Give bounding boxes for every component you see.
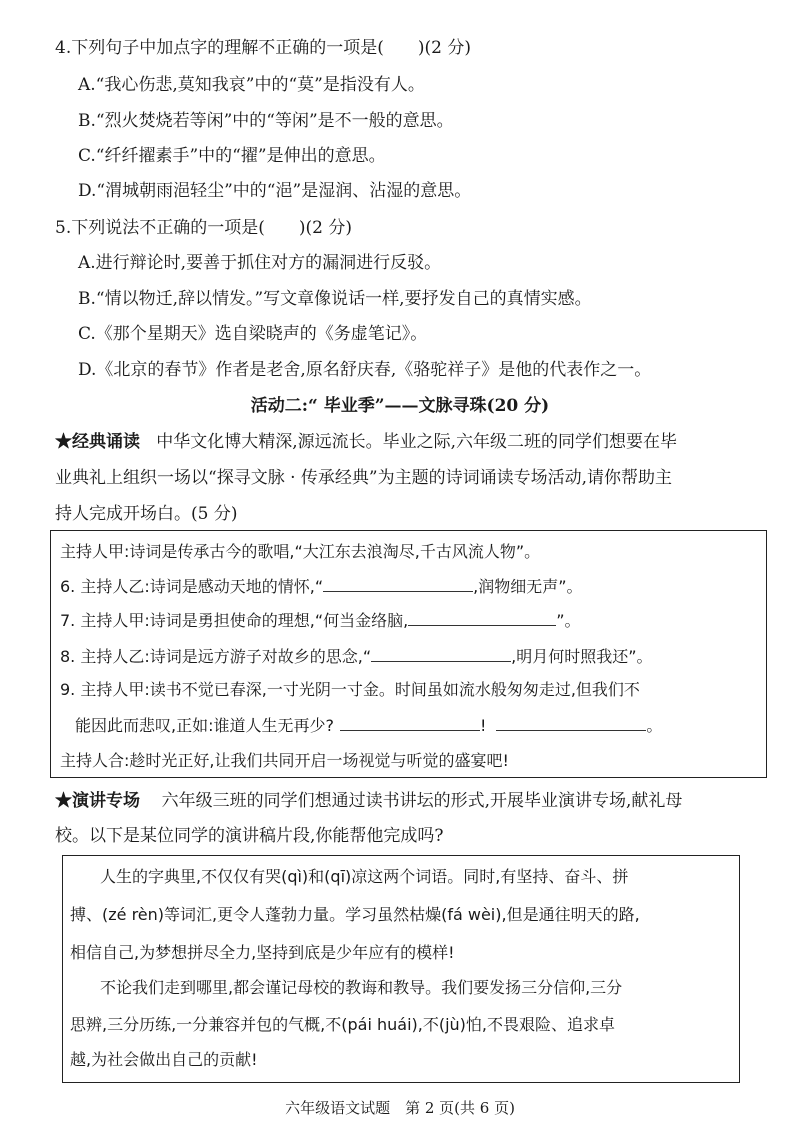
speech-line-2: 搏、(zé rèn)等词汇,更令人蓬勃力量。学习虽然枯燥(fá wèi),但是通往明天的路, [70,905,640,924]
speech-line-6: 越,为社会做出自己的贡献! [70,1050,258,1069]
speech-intro-line-2: 校。以下是某位同学的演讲稿片段,你能帮他完成吗? [55,826,444,846]
host-line-6 [60,575,583,598]
question-5-option-c: C.《那个星期天》选自梁晓声的《务虚笔记》。 [78,324,428,344]
question-4-option-a: A.“我心伤悲,莫知我哀”中的“莫”是指没有人。 [78,75,425,95]
answer-blank-9b[interactable] [496,714,646,731]
host-line-9-text-b: ! [479,716,487,735]
classic-reading-line-2: 业典礼上组织一场以“探寻文脉 · 传承经典”为主题的诗词诵读专场活动,请你帮助主 [55,468,672,488]
host-line-9-cont [75,714,662,737]
host-line-7-text-b: ”。 [556,611,581,630]
speech-intro-text-1: 六年级三班的同学们想通过读书讲坛的形式,开展毕业演讲专场,献礼母 [161,791,683,811]
speech-intro-line-1 [55,790,682,812]
host-line-7 [60,609,581,632]
question-5-option-d: D.《北京的春节》作者是老舍,原名舒庆春,《骆驼祥子》是他的代表作之一。 [78,360,652,380]
classic-reading-text-1: 中华文化博大精深,源远流长。毕业之际,六年级二班的同学们想要在毕 [156,432,678,452]
question-4-stem: 4.下列句子中加点字的理解不正确的一项是( )(2 分) [55,38,471,58]
answer-blank-7[interactable] [408,609,556,626]
answer-blank-9a[interactable] [340,714,480,731]
classic-reading-label: ★经典诵读 [55,432,140,452]
question-5-option-b: B.“情以物迁,辞以情发。”写文章像说话一样,要抒发自己的真情实感。 [78,289,592,309]
activity-2-title: 活动二:“ 毕业季”——文脉寻珠(20 分) [250,396,550,416]
question-5-stem: 5.下列说法不正确的一项是( )(2 分) [55,218,352,238]
page-footer: 六年级语文试题 第 2 页(共 6 页) [285,1099,515,1117]
speech-line-5: 思辨,三分历练,一分兼容并包的气概,不(pái huái),不(jù)怕,不畏艰险、追求卓 [70,1015,616,1034]
host-line-6-text-b: ,润物细无声”。 [473,577,583,596]
host-line-9: 9. 主持人甲:读书不觉已春深,一寸光阴一寸金。时间虽如流水般匆匆走过,但我们不 [60,680,640,699]
host-line-7-text-a: 7. 主持人甲:诗词是勇担使命的理想,“何当金络脑, [60,611,409,630]
speech-line-4: 不论我们走到哪里,都会谨记母校的教诲和教导。我们要发扬三分信仰,三分 [100,978,623,997]
host-line-8-text-a: 8. 主持人乙:诗词是远方游子对故乡的思念,“ [60,647,372,666]
question-5-option-a: A.进行辩论时,要善于抓住对方的漏洞进行反驳。 [78,253,442,273]
host-line-closing: 主持人合:趁时光正好,让我们共同开启一场视觉与听觉的盛宴吧! [60,751,509,770]
host-line-8-text-b: ,明月何时照我还”。 [511,647,653,666]
question-4-option-b: B.“烈火焚烧若等闲”中的“等闲”是不一般的意思。 [78,111,454,131]
host-line-9-text-c: 。 [646,716,663,735]
speech-line-3: 相信自己,为梦想拼尽全力,坚持到底是少年应有的模样! [70,943,455,962]
answer-blank-6[interactable] [323,575,473,592]
host-line-1: 主持人甲:诗词是传承古今的歌唱,“大江东去浪淘尽,千古风流人物”。 [60,542,541,561]
host-line-6-text-a: 6. 主持人乙:诗词是感动天地的情怀,“ [60,577,324,596]
question-4-option-d: D.“渭城朝雨浥轻尘”中的“浥”是湿润、沾湿的意思。 [78,181,472,201]
host-line-8 [60,645,653,668]
answer-blank-8[interactable] [371,645,511,662]
question-4-option-c: C.“纤纤擢素手”中的“擢”是伸出的意思。 [78,146,386,166]
speech-label: ★演讲专场 [55,791,140,811]
classic-reading-line-3: 持人完成开场白。(5 分) [55,504,238,524]
speech-line-1: 人生的字典里,不仅仅有哭(qì)和(qī)凉这两个词语。同时,有坚持、奋斗、拼 [100,867,629,886]
classic-reading-line-1 [55,431,677,453]
host-line-9-text-a: 能因此而悲叹,正如:谁道人生无再少? [75,716,334,735]
